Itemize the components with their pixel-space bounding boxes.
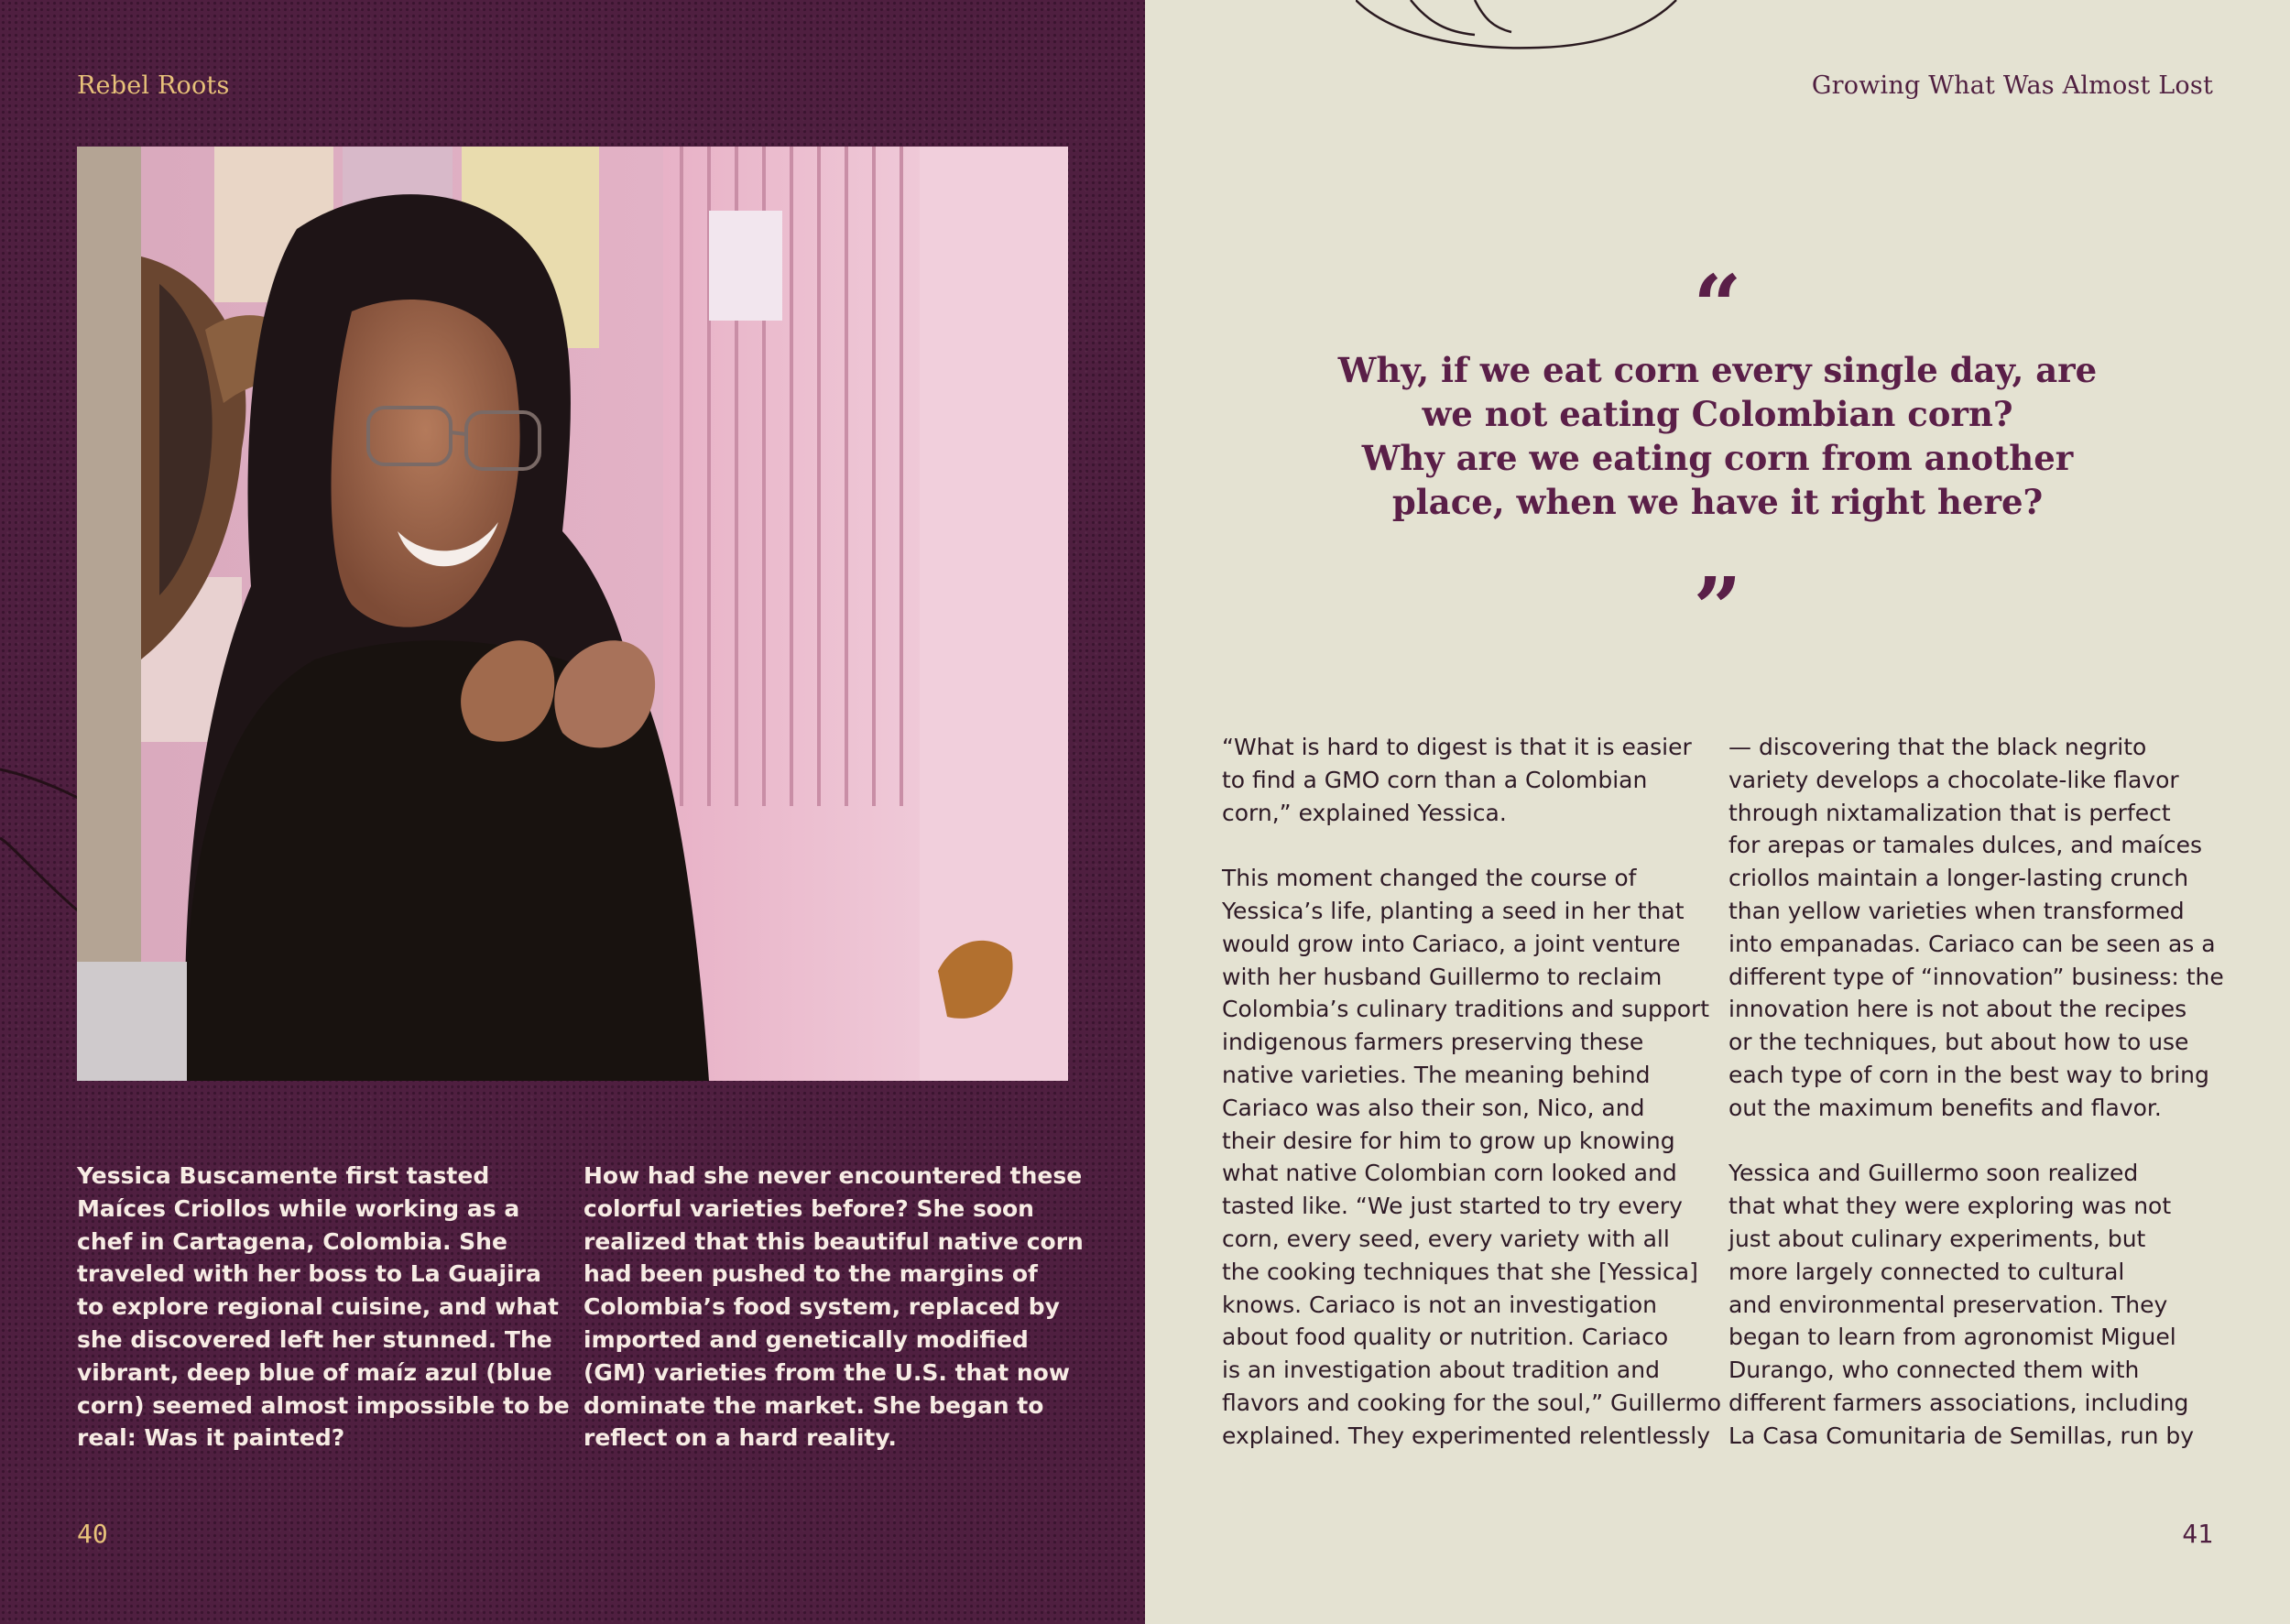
- body-line: This moment changed the course of: [1222, 865, 1637, 892]
- body-line: out the maximum benefits and flavor.: [1728, 1094, 2162, 1121]
- body-line: what native Colombian corn looked and: [1222, 1160, 1677, 1187]
- left-running-head: Rebel Roots: [77, 71, 230, 100]
- body-line: “What is hard to digest is that it is easier: [1222, 734, 1692, 760]
- pull-quote-line: Why are we eating corn from another: [1361, 438, 2074, 478]
- body-line: with her husband Guillermo to reclaim: [1222, 963, 1663, 990]
- close-quote-mark: ”: [1693, 559, 1742, 658]
- pull-quote-line: place, when we have it right here?: [1391, 482, 2044, 522]
- right-column-1-paragraph-2: [1222, 862, 1721, 1452]
- body-line: than yellow varieties when transformed: [1728, 897, 2185, 924]
- right-column-2-paragraph-2: [1728, 1157, 2195, 1452]
- body-line: Durango, who connected them with: [1728, 1357, 2140, 1384]
- body-line: each type of corn in the best way to bring: [1728, 1061, 2209, 1088]
- leaf-doodle-top: [1356, 0, 1685, 55]
- left-column-2: [583, 1160, 1084, 1488]
- body-line: for arepas or tamales dulces, and maíces: [1728, 832, 2202, 859]
- right-column-1-paragraph-1: [1222, 731, 1692, 829]
- body-line: their desire for him to grow up knowing: [1222, 1127, 1675, 1154]
- pull-quote-line: we not eating Colombian corn?: [1422, 394, 2013, 434]
- body-line: indigenous farmers preserving these: [1222, 1029, 1644, 1056]
- body-line: the cooking techniques that she [Yessica]: [1222, 1258, 1698, 1285]
- body-line: Yessica Buscamente first tasted: [77, 1162, 490, 1189]
- body-line: had been pushed to the margins of: [583, 1260, 1038, 1288]
- right-running-head: Growing What Was Almost Lost: [1811, 71, 2213, 100]
- right-column-2-paragraph-1: [1728, 731, 2224, 1125]
- body-line: is an investigation about tradition and: [1222, 1357, 1660, 1384]
- body-line: that what they were exploring was not: [1728, 1193, 2172, 1220]
- body-line: into empanadas. Cariaco can be seen as a: [1728, 930, 2216, 957]
- body-line: Maíces Criollos while working as a: [77, 1194, 520, 1222]
- body-line: colorful varieties before? She soon: [583, 1194, 1034, 1222]
- body-line: dominate the market. She began to: [583, 1391, 1044, 1419]
- body-line: Yessica’s life, planting a seed in her that: [1222, 897, 1685, 924]
- body-line: and environmental preservation. They: [1728, 1291, 2168, 1318]
- portrait-photo: [77, 147, 1068, 1081]
- body-line: vibrant, deep blue of maíz azul (blue: [77, 1358, 552, 1386]
- body-line: began to learn from agronomist Miguel: [1728, 1324, 2176, 1351]
- body-line: just about culinary experiments, but: [1728, 1225, 2146, 1252]
- body-line: corn) seemed almost impossible to be: [77, 1391, 570, 1419]
- body-line: or the techniques, but about how to use: [1728, 1029, 2189, 1056]
- left-column-1-paragraph: [77, 1160, 570, 1455]
- body-line: How had she never encountered these: [583, 1162, 1083, 1189]
- body-line: realized that this beautiful native corn: [583, 1227, 1084, 1255]
- body-line: knows. Cariaco is not an investigation: [1222, 1291, 1658, 1318]
- page-number-right: 41: [2182, 1519, 2213, 1549]
- body-line: variety develops a chocolate-like flavor: [1728, 766, 2179, 793]
- body-line: native varieties. The meaning behind: [1222, 1061, 1651, 1088]
- portrait-photo-icon: [77, 147, 1068, 1081]
- body-line: flavors and cooking for the soul,” Guillermo: [1222, 1389, 1721, 1416]
- right-column-1: [1222, 731, 1721, 1485]
- body-line: — discovering that the black negrito: [1728, 734, 2147, 760]
- page-number-left: 40: [77, 1519, 108, 1549]
- left-column-2-paragraph: [583, 1160, 1084, 1455]
- pull-quote: [1145, 348, 2290, 524]
- body-line: innovation here is not about the recipes: [1728, 996, 2187, 1023]
- right-column-2: [1728, 731, 2224, 1485]
- body-line: La Casa Comunitaria de Semillas, run by: [1728, 1422, 2195, 1449]
- body-line: chef in Cartagena, Colombia. She: [77, 1227, 507, 1255]
- body-line: corn,” explained Yessica.: [1222, 799, 1507, 826]
- body-line: reflect on a hard reality.: [583, 1424, 897, 1452]
- body-line: Colombia’s culinary traditions and support: [1222, 996, 1710, 1023]
- body-line: different farmers associations, including: [1728, 1389, 2189, 1416]
- pull-quote-line: Why, if we eat corn every single day, are: [1337, 350, 2098, 390]
- body-line: imported and genetically modified: [583, 1325, 1029, 1353]
- body-line: to find a GMO corn than a Colombian: [1222, 766, 1648, 793]
- body-line: would grow into Cariaco, a joint venture: [1222, 930, 1681, 957]
- body-line: Cariaco was also their son, Nico, and: [1222, 1094, 1645, 1121]
- open-quote-mark: “: [1693, 256, 1742, 355]
- body-line: (GM) varieties from the U.S. that now: [583, 1358, 1070, 1386]
- body-line: more largely connected to cultural: [1728, 1258, 2125, 1285]
- body-line: Colombia’s food system, replaced by: [583, 1293, 1060, 1321]
- body-line: real: Was it painted?: [77, 1424, 345, 1452]
- body-line: corn, every seed, every variety with all: [1222, 1225, 1670, 1252]
- body-line: she discovered left her stunned. The: [77, 1325, 552, 1353]
- body-line: traveled with her boss to La Guajira: [77, 1260, 541, 1288]
- body-line: different type of “innovation” business: the: [1728, 963, 2224, 990]
- body-line: criollos maintain a longer-lasting crunch: [1728, 865, 2189, 892]
- left-column-1: [77, 1160, 570, 1488]
- body-line: tasted like. “We just started to try every: [1222, 1193, 1683, 1220]
- body-line: to explore regional cuisine, and what: [77, 1293, 559, 1321]
- body-line: explained. They experimented relentlessly: [1222, 1422, 1711, 1449]
- body-line: about food quality or nutrition. Cariaco: [1222, 1324, 1669, 1351]
- body-line: through nixtamalization that is perfect: [1728, 799, 2171, 826]
- body-line: Yessica and Guillermo soon realized: [1728, 1160, 2139, 1187]
